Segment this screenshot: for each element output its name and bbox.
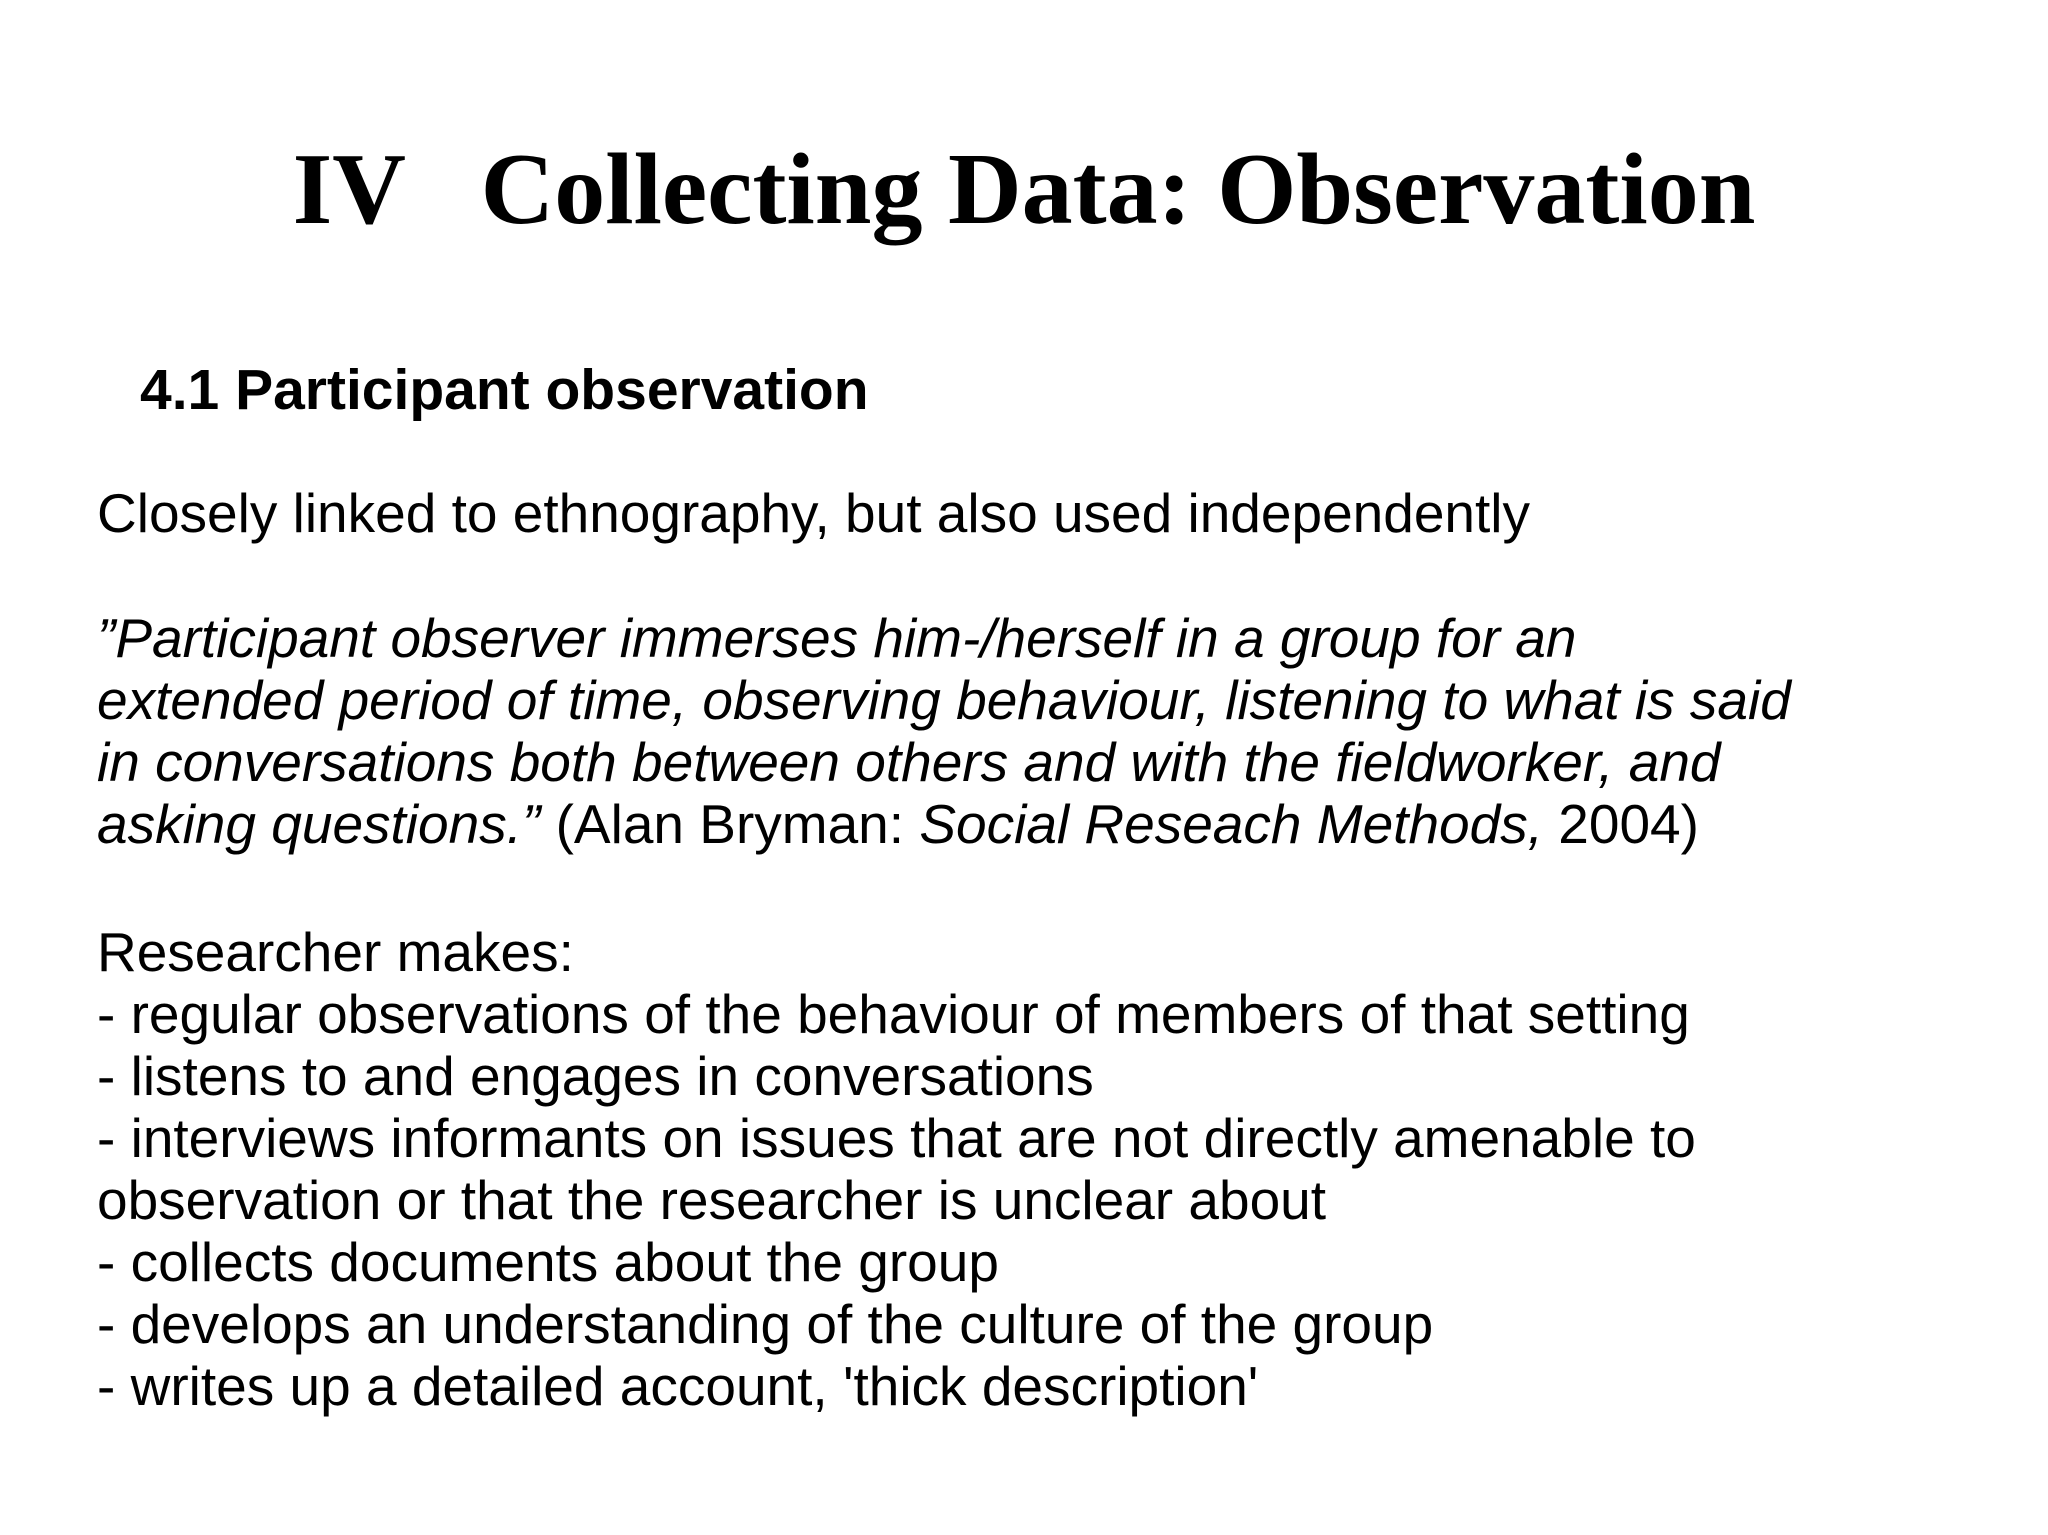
researcher-heading: Researcher makes: (97, 921, 574, 983)
citation-book-title: Social Reseach Methods, (919, 793, 1543, 855)
citation-year: 2004) (1543, 793, 1699, 855)
list-item: - develops an understanding of the culture of the group (97, 1293, 1434, 1355)
bryman-quote (97, 607, 1791, 855)
intro-text: Closely linked to ethnography, but also used independently (97, 482, 1531, 544)
researcher-list (97, 921, 1696, 1417)
citation-prefix: (Alan Bryman: (540, 793, 920, 855)
quote-line-4 (97, 793, 1791, 855)
section-subtitle: 4.1 Participant observation (140, 358, 869, 422)
quote-line-3: in conversations both between others and with the fieldworker, and (97, 731, 1721, 793)
quote-line-2: extended period of time, observing behaviour, listening to what is said (97, 669, 1791, 731)
list-item: - listens to and engages in conversations (97, 1045, 1094, 1107)
quote-line-4-italic: asking questions.” (97, 793, 541, 855)
list-item: observation or that the researcher is unclear about (97, 1169, 1327, 1231)
list-item: - collects documents about the group (97, 1231, 999, 1293)
slide-title: IV Collecting Data: Observation (292, 133, 1756, 246)
quote-line-1: ”Participant observer immerses him-/herself in a group for an (97, 607, 1577, 669)
list-item: - writes up a detailed account, 'thick description' (97, 1355, 1259, 1417)
list-item: - regular observations of the behaviour of members of that setting (97, 983, 1690, 1045)
list-item: - interviews informants on issues that are not directly amenable to (97, 1107, 1696, 1169)
